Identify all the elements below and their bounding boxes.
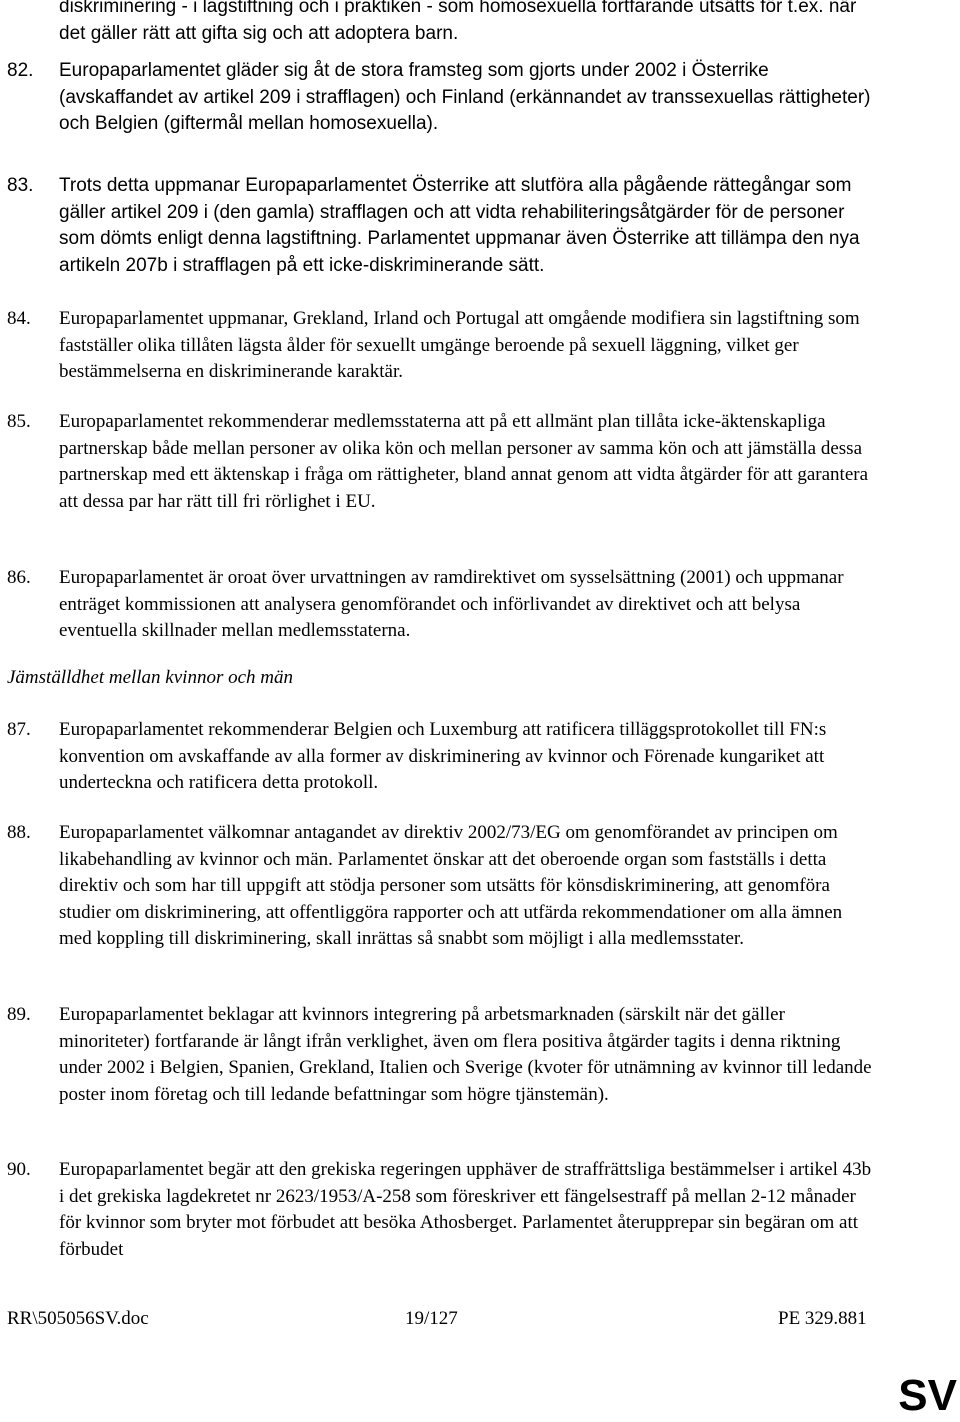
paragraph-text: Europaparlamentet är oroat över urvattningen av ramdirektivet om sysselsättning (2001) och uppmanar enträget kommissionen att analysera genomförandet och införlivandet av direktivet och att belysa eventuella skillnader mellan medlemsstaterna. xyxy=(59,567,844,641)
paragraph-number: 84. xyxy=(7,308,31,329)
footer-doc-ref: RR\505056SV.doc xyxy=(7,1308,149,1329)
continuation-text: diskriminering - i lagstiftning och i praktiken - som homosexuella fortfarande utsätts för t.ex. när det gäller rätt att gifta sig och att adoptera barn. xyxy=(59,0,857,44)
paragraph-text: Europaparlamentet rekommenderar Belgien och Luxemburg att ratificera tilläggsprotokollet till FN:s konvention om avskaffande av alla former av diskriminering av kvinnor och Förenade kungariket att underteckna och ratificera detta protokoll. xyxy=(59,719,827,793)
paragraph-number: 83. xyxy=(7,175,34,196)
paragraph-number: 82. xyxy=(7,60,34,81)
footer-page-number: 19/127 xyxy=(405,1308,458,1329)
paragraph-text: Trots detta uppmanar Europaparlamentet Österrike att slutföra alla pågående rättegångar som gäller artikel 209 i (den gamla) strafflagen och att vidta rehabiliteringsåtgärder för de personer som dömts enligt denna lagstiftning. Parlamentet uppmanar även Österrike att tillämpa den nya artikeln 207b i strafflagen på ett icke-diskriminerande sätt. xyxy=(59,175,860,276)
paragraph-number: 90. xyxy=(7,1159,31,1180)
paragraph-number: 88. xyxy=(7,822,31,843)
paragraph-number: 89. xyxy=(7,1004,31,1025)
paragraph-number: 87. xyxy=(7,719,31,740)
paragraph-number: 86. xyxy=(7,567,31,588)
paragraph-text: Europaparlamentet begär att den grekiska regeringen upphäver de straffrättsliga bestämmelser i artikel 43b i det grekiska lagdekretet nr 2623/1953/A-258 som föreskriver ett fängelsestraff på mellan 2-12 månader för kvinnor som bryter mot förbudet att besöka Athosberget. Parlamentet återupprepar sin begäran om att förbudet xyxy=(59,1159,872,1260)
paragraph-number: 85. xyxy=(7,411,31,432)
language-code: SV xyxy=(898,1371,957,1420)
paragraph-text: Europaparlamentet välkomnar antagandet av direktiv 2002/73/EG om genomförandet av principen om likabehandling av kvinnor och män. Parlamentet önskar att det oberoende organ som fastställs i detta direktiv och som har till uppgift att stödja personer som utsätts för könsdiskriminering, att genomföra studier om diskriminering, att offentliggöra rapporter och att utfärda rekommendationer om alla ämnen med koppling till diskriminering, skall inrättas så snabbt som möjligt i alla medlemsstater. xyxy=(59,822,843,949)
paragraph-text: Europaparlamentet uppmanar, Grekland, Irland och Portugal att omgående modifiera sin lagstiftning som fastställer olika tillåten lägsta ålder för sexuellt umgänge beroende på sexuell läggning, vilket ger bestämmelserna en diskriminerande karaktär. xyxy=(59,308,860,382)
paragraph-text: Europaparlamentet gläder sig åt de stora framsteg som gjorts under 2002 i Österrike (avskaffandet av artikel 209 i strafflagen) och Finland (erkännandet av transsexuellas rättigheter) och Belgien (giftermål mellan homosexuella). xyxy=(59,60,871,134)
paragraph-text: Europaparlamentet beklagar att kvinnors integrering på arbetsmarknaden (särskilt när det gäller minoriteter) fortfarande är långt ifrån verklighet, även om flera positiva åtgärder tagits i denna riktning under 2002 i Belgien, Spanien, Grekland, Italien och Sverige (kvoter för utnämning av kvinnor till ledande poster inom företag och till ledande befattningar som högre tjänstemän). xyxy=(59,1004,872,1105)
section-heading: Jämställdhet mellan kvinnor och män xyxy=(7,667,294,688)
footer-pe-number: PE 329.881 xyxy=(778,1308,867,1329)
paragraph-text: Europaparlamentet rekommenderar medlemsstaterna att på ett allmänt plan tillåta icke-äktenskapliga partnerskap både mellan personer av olika kön och mellan personer av samma kön och att jämställa dessa partnerskap med ett äktenskap i fråga om rättigheter, bland annat genom att vidta åtgärder för att garantera att dessa par har rätt till fri rörlighet i EU. xyxy=(59,411,869,512)
